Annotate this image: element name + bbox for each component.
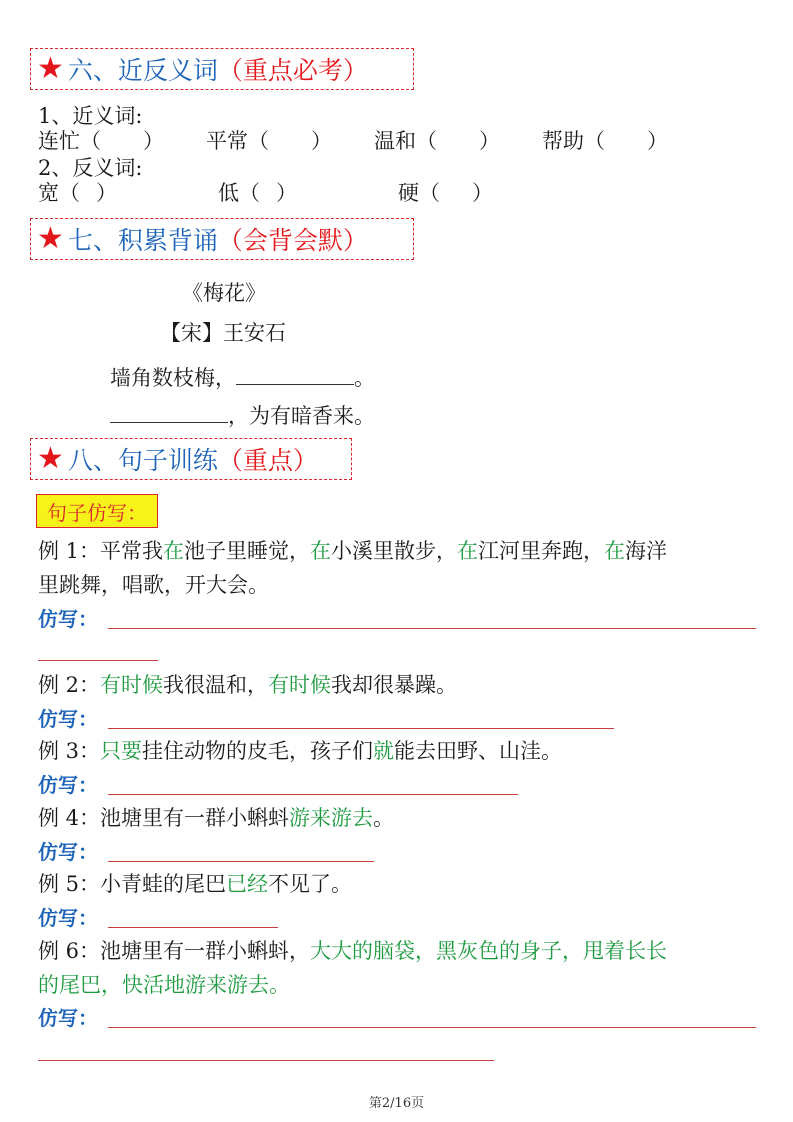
example-3: 例 3：只要挂住动物的皮毛，孩子们就能去田野、山洼。 — [38, 739, 563, 763]
star-icon: ★ — [37, 51, 64, 86]
poem-blank-2[interactable] — [110, 400, 228, 423]
synonym-item-2: 平常（ — [206, 129, 269, 153]
section-title-note: （会背会默） — [217, 226, 368, 255]
example-1-line-1: 例 1：平常我在池子里睡觉，在小溪里散步，在江河里奔跑，在海洋 — [38, 539, 668, 563]
answer-line-6a[interactable] — [108, 1027, 756, 1028]
example-1-line-2: 里跳舞，唱歌，开大会。 — [38, 573, 269, 597]
synonym-item-1: 连忙（ — [38, 129, 101, 153]
antonym-item-2-wrap: 低（ ） — [218, 181, 297, 205]
antonym-item-3: 硬（ — [398, 181, 440, 205]
antonym-heading: 2、反义词: — [38, 156, 143, 180]
section-title-text: 八、句子训练 — [67, 446, 218, 475]
star-icon: ★ — [37, 221, 64, 256]
synonym-item-4: 帮助（ — [542, 129, 605, 153]
antonym-item-2: 低（ — [218, 181, 260, 205]
poem-author: 【宋】王安石 — [160, 321, 286, 345]
poem-title: 《梅花》 — [182, 281, 266, 305]
section-title-six — [30, 48, 414, 90]
fangxie-label-2: 仿写： — [38, 707, 98, 731]
section-title-note: （重点） — [217, 446, 318, 475]
star-icon: ★ — [37, 441, 64, 476]
section-title-note: （重点必考） — [217, 56, 368, 85]
answer-line-4[interactable] — [108, 861, 374, 862]
page-number: 第2/16页 — [368, 1096, 425, 1111]
poem-blank-1[interactable] — [236, 362, 354, 385]
antonym-row: 宽（ ） — [38, 181, 117, 205]
synonym-item-3: 温和（ — [374, 129, 437, 153]
answer-line-6b[interactable] — [38, 1060, 494, 1061]
answer-line-3[interactable] — [108, 794, 518, 795]
poem-line-1: 墙角数枝梅， 。 — [110, 362, 375, 391]
section-title-text: 七、积累背诵 — [67, 226, 218, 255]
example-5: 例 5：小青蛙的尾巴已经不见了。 — [38, 872, 353, 896]
fangxie-label-4: 仿写： — [38, 840, 98, 864]
section-title-text: 六、近反义词 — [67, 56, 218, 85]
section-title-eight — [30, 438, 352, 480]
answer-line-5[interactable] — [108, 927, 278, 928]
example-2: 例 2：有时候我很温和，有时候我却很暴躁。 — [38, 673, 458, 697]
antonym-item-1: 宽（ — [38, 181, 80, 205]
synonym-row: 连忙（ ） 平常（ ） 温和（ ） 帮助（ ） — [38, 129, 668, 153]
practice-label: 句子仿写： — [36, 494, 158, 528]
fangxie-label-1: 仿写： — [38, 607, 98, 631]
poem-line-2: ，为有暗香来。 — [110, 400, 375, 429]
section-title-seven — [30, 218, 414, 260]
fangxie-label-3: 仿写： — [38, 773, 98, 797]
example-6-line-1: 例 6：池塘里有一群小蝌蚪，大大的脑袋，黑灰色的身子，甩着长长 — [38, 939, 668, 963]
answer-line-1a[interactable] — [108, 628, 756, 629]
synonym-heading: 1、近义词: — [38, 104, 143, 128]
example-4: 例 4：池塘里有一群小蝌蚪游来游去。 — [38, 806, 395, 830]
antonym-item-3-wrap: 硬（ ） — [398, 181, 493, 205]
answer-line-2[interactable] — [108, 728, 614, 729]
fangxie-label-6: 仿写： — [38, 1006, 98, 1030]
answer-line-1b[interactable] — [38, 660, 158, 661]
example-6-line-2: 的尾巴，快活地游来游去。 — [38, 973, 290, 997]
fangxie-label-5: 仿写： — [38, 906, 98, 930]
